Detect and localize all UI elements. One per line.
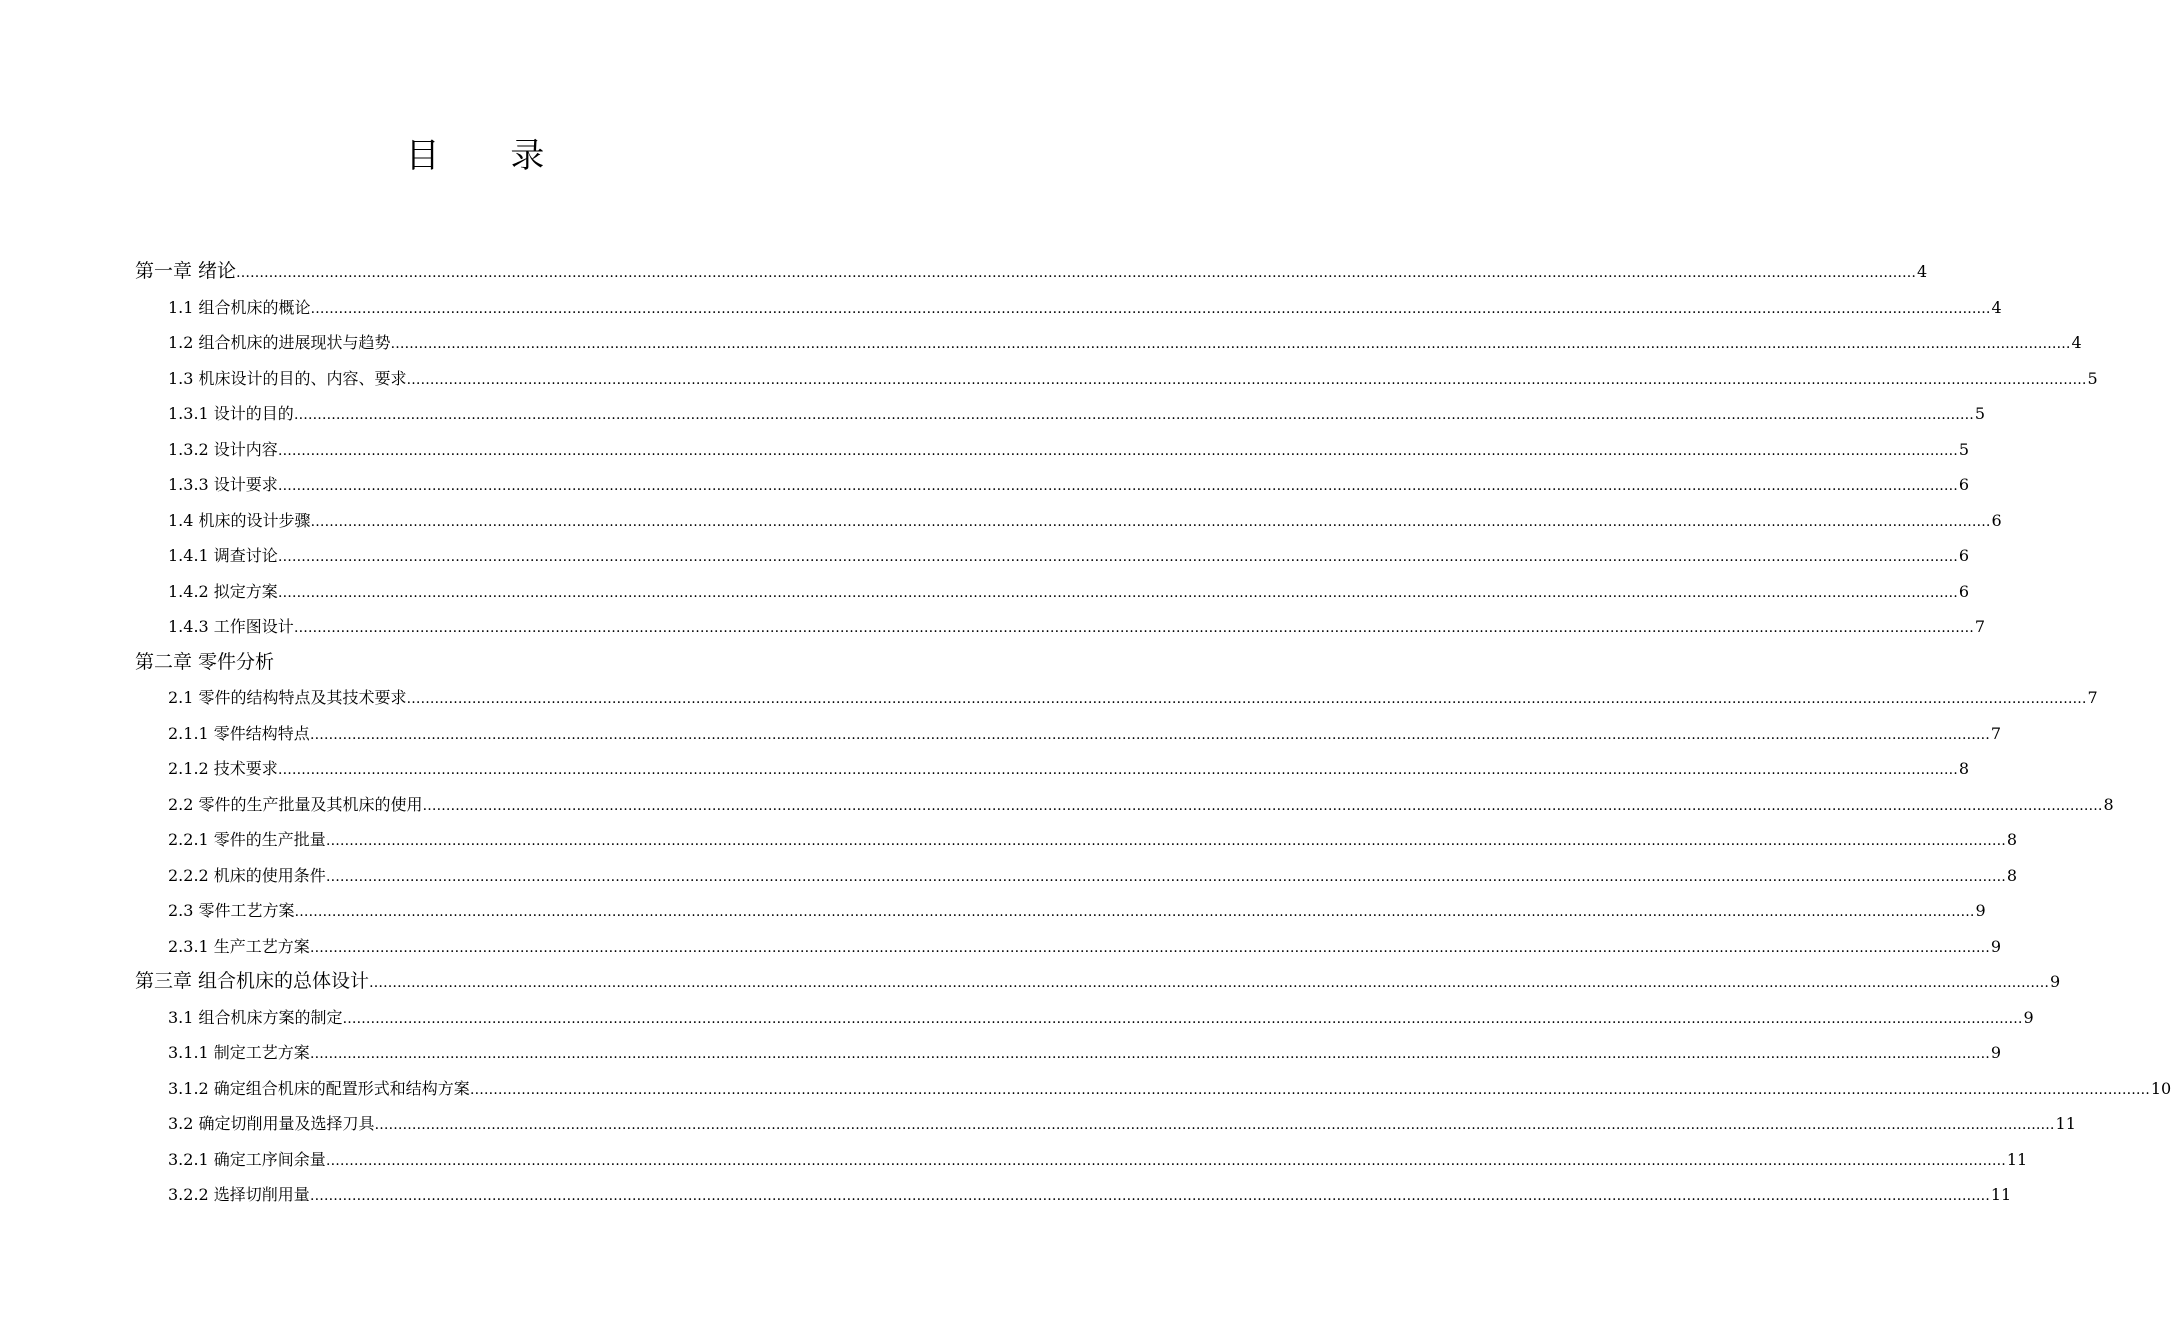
page-title: 目 录 — [405, 136, 575, 176]
toc-section-entry[interactable] — [0, 538, 1969, 574]
toc-section-entry[interactable] — [0, 787, 2114, 823]
toc-leader-dots: ……………………………………………………………………………………………………………………………………………………………………………………………………………………………………………………………………………………………………………………………… — [293, 620, 1974, 636]
toc-leader-dots: ……………………………………………………………………………………………………………………………………………………………………………………………………………………………………………………………………………………………………………………………… — [277, 549, 1958, 565]
table-of-contents — [0, 254, 2171, 1213]
toc-leader-dots: ……………………………………………………………………………………………………………………………………………………………………………………………………………………………………………………………………………………………………………………………… — [310, 300, 1991, 317]
toc-page-number: 9 — [2050, 972, 2061, 991]
toc-page-number: 7 — [2087, 688, 2098, 707]
toc-leader-dots: ……………………………………………………………………………………………………………………………………………………………………………………………………………………………………………………………………………………………………………………………… — [294, 904, 1975, 920]
toc-entry-label: 3.1.1 制定工艺方案 — [168, 1043, 310, 1062]
toc-section-entry[interactable] — [0, 609, 1985, 645]
toc-leader-dots: ……………………………………………………………………………………………………………………………………………………………………………………………………………………………………………………………………………………………………………………………… — [374, 1117, 2055, 1133]
toc-page-number: 9 — [1990, 1043, 2001, 1062]
toc-page-number: 5 — [1958, 439, 1969, 459]
toc-entry-label: 2.2 零件的生产批量及其机床的使用 — [168, 794, 423, 814]
toc-section-entry[interactable] — [0, 1177, 2012, 1213]
toc-page-number: 9 — [1975, 901, 1986, 920]
toc-leader-dots: ……………………………………………………………………………………………………………………………………………………………………………………………………………………………………………………………………………………………………………………………… — [277, 584, 1958, 601]
toc-entry-label: 2.3.1 生产工艺方案 — [168, 936, 310, 956]
toc-leader-dots: ……………………………………………………………………………………………………………………………………………………………………………………………………………………………………………………………………………………………………………………………… — [342, 1010, 2023, 1027]
toc-section-entry[interactable] — [0, 1071, 2171, 1107]
toc-entry-label: 1.1 组合机床的概论 — [168, 297, 311, 317]
toc-entry-label: 1.4.1 调查讨论 — [168, 546, 278, 565]
toc-chapter-entry[interactable] — [0, 964, 2061, 1000]
toc-chapter-entry[interactable] — [0, 254, 1928, 290]
toc-section-entry[interactable] — [0, 929, 2001, 965]
toc-page-number: 11 — [2006, 1149, 2028, 1169]
toc-section-entry[interactable] — [0, 432, 1969, 468]
toc-page-number: 8 — [2103, 794, 2114, 814]
toc-leader-dots: ……………………………………………………………………………………………………………………………………………………………………………………………………………………………………………………………………………………………………………………………… — [309, 939, 1990, 956]
toc-section-entry[interactable] — [0, 1035, 2001, 1071]
toc-entry-label: 3.1 组合机床方案的制定 — [168, 1007, 343, 1027]
toc-leader-dots: ……………………………………………………………………………………………………………………………………………………………………………………………………………………………………………………………………………………………………………………………… — [310, 513, 1991, 530]
toc-page-number: 8 — [2006, 865, 2017, 885]
toc-leader-dots: ……………………………………………………………………………………………………………………………………………………………………………………………………………………………………………………………………………………………………………………………… — [293, 407, 1974, 423]
toc-section-entry[interactable] — [0, 680, 2098, 716]
toc-leader-dots: ……………………………………………………………………………………………………………………………………………………………………………………………………………………………………………………………………………………………………………………………… — [469, 1081, 2150, 1098]
toc-page-number: 7 — [1974, 617, 1985, 636]
toc-entry-label: 第三章 组合机床的总体设计 — [135, 970, 370, 992]
toc-entry-label: 3.2 确定切削用量及选择刀具 — [168, 1114, 375, 1133]
toc-section-entry[interactable] — [0, 822, 2017, 858]
toc-entry-label: 第二章 零件分析 — [135, 650, 275, 673]
toc-entry-label: 1.3.2 设计内容 — [168, 439, 278, 459]
toc-section-entry[interactable] — [0, 290, 2002, 326]
toc-entry-label: 2.2.2 机床的使用条件 — [168, 865, 326, 885]
toc-leader-dots: ……………………………………………………………………………………………………………………………………………………………………………………………………………………………………………………………………………………………………………………………… — [277, 442, 1958, 459]
toc-entry-label: 2.3 零件工艺方案 — [168, 901, 295, 920]
toc-entry-label: 1.3.1 设计的目的 — [168, 404, 294, 423]
toc-section-entry[interactable] — [0, 751, 1969, 787]
toc-page-number: 4 — [2071, 333, 2082, 352]
toc-entry-label: 第一章 绪论 — [135, 260, 237, 282]
toc-section-entry[interactable] — [0, 574, 1969, 610]
toc-leader-dots: ……………………………………………………………………………………………………………………………………………………………………………………………………………………………………………………………………………………………………………………………… — [406, 371, 2087, 388]
toc-leader-dots: ……………………………………………………………………………………………………………………………………………………………………………………………………………………………………………………………………………………………………………………………… — [369, 975, 2050, 991]
toc-page-number: 7 — [1990, 723, 2001, 743]
toc-chapter-entry[interactable] — [0, 645, 950, 681]
toc-section-entry[interactable] — [0, 361, 2098, 397]
toc-leader-dots: ……………………………………………………………………………………………………………………………………………………………………………………………………………………………………………………………………………………………………………………………… — [422, 797, 2103, 814]
toc-page-number: 6 — [1958, 581, 1969, 601]
toc-entry-label: 2.2.1 零件的生产批量 — [168, 830, 326, 849]
toc-leader-dots: ……………………………………………………………………………………………………………………………………………………………………………………………………………………………………………………………………………………………………………………………… — [277, 478, 1958, 494]
toc-entry-label: 3.1.2 确定组合机床的配置形式和结构方案 — [168, 1078, 470, 1098]
toc-leader-dots: ……………………………………………………………………………………………………………………………………………………………………………………………………………………………………………………………………………………………………………………………… — [406, 691, 2087, 707]
toc-section-entry[interactable] — [0, 1106, 2076, 1142]
toc-page-number: 6 — [1958, 546, 1969, 565]
toc-entry-label: 1.4.3 工作图设计 — [168, 617, 294, 636]
toc-entry-label: 1.2 组合机床的进展现状与趋势 — [168, 333, 391, 352]
toc-section-entry[interactable] — [0, 1142, 2028, 1178]
toc-section-entry[interactable] — [0, 1000, 2034, 1036]
toc-entry-label: 1.3.3 设计要求 — [168, 475, 278, 494]
toc-entry-label: 1.4.2 拟定方案 — [168, 581, 278, 601]
toc-page-number: 10 — [2150, 1078, 2171, 1098]
toc-page-number: 6 — [1991, 510, 2002, 530]
toc-page-number: 5 — [1974, 404, 1985, 423]
toc-section-entry[interactable] — [0, 893, 1986, 929]
toc-section-entry[interactable] — [0, 716, 2001, 752]
toc-leader-dots: ……………………………………………………………………………………………………………………………………………………………………………………………………………………………………………………………………………………………………………………………… — [309, 1188, 1990, 1204]
toc-leader-dots: ……………………………………………………………………………………………………………………………………………………………………………………………………………………………………………………………………………………………………………………………… — [325, 1152, 2006, 1169]
toc-page-number: 11 — [2055, 1114, 2076, 1133]
toc-entry-label: 1.4 机床的设计步骤 — [168, 510, 311, 530]
toc-section-entry[interactable] — [0, 503, 2002, 539]
toc-entry-label: 2.1.2 技术要求 — [168, 759, 278, 778]
toc-page-number: 9 — [2023, 1007, 2034, 1027]
toc-section-entry[interactable] — [0, 396, 1985, 432]
toc-page-number: 4 — [1917, 262, 1928, 281]
toc-leader-dots: ……………………………………………………………………………………………………………………………………………………………………………………………………………………………………………………………………………………………………………………………… — [390, 336, 2071, 352]
toc-leader-dots: ……………………………………………………………………………………………………………………………………………………………………………………………………………………………………………………………………………………………………………………………… — [277, 762, 1958, 778]
toc-leader-dots: ……………………………………………………………………………………………………………………………………………………………………………………………………………………………………………………………………………………………………………………………… — [309, 726, 1990, 743]
toc-entry-label: 2.1.1 零件结构特点 — [168, 723, 310, 743]
toc-page-number: 4 — [1991, 297, 2002, 317]
toc-section-entry[interactable] — [0, 467, 1969, 503]
toc-leader-dots: ……………………………………………………………………………………………………………………………………………………………………………………………………………………………………………………………………………………………………………………………… — [236, 265, 1917, 281]
toc-page-number: 5 — [2087, 368, 2098, 388]
toc-page-number: 11 — [1990, 1185, 2012, 1204]
toc-section-entry[interactable] — [0, 325, 2082, 361]
toc-entry-label: 3.2.2 选择切削用量 — [168, 1185, 310, 1204]
toc-section-entry[interactable] — [0, 858, 2017, 894]
toc-entry-label: 2.1 零件的结构特点及其技术要求 — [168, 688, 407, 707]
toc-page-number: 8 — [2006, 830, 2017, 849]
toc-entry-label: 1.3 机床设计的目的、内容、要求 — [168, 368, 407, 388]
toc-leader-dots: ……………………………………………………………………………………………………………………………………………………………………………………………………………………………………………………………………………………………………………………………… — [325, 868, 2006, 885]
toc-page-number: 8 — [1958, 759, 1969, 778]
toc-page-number: 9 — [1990, 936, 2001, 956]
toc-page-number: 6 — [1958, 475, 1969, 494]
toc-entry-label: 3.2.1 确定工序间余量 — [168, 1149, 326, 1169]
toc-leader-dots: ……………………………………………………………………………………………………………………………………………………………………………………………………………………………………………………………………………………………………………………………… — [325, 833, 2006, 849]
toc-leader-dots: ……………………………………………………………………………………………………………………………………………………………………………………………………………………………………………………………………………………………………………………………… — [309, 1046, 1990, 1062]
